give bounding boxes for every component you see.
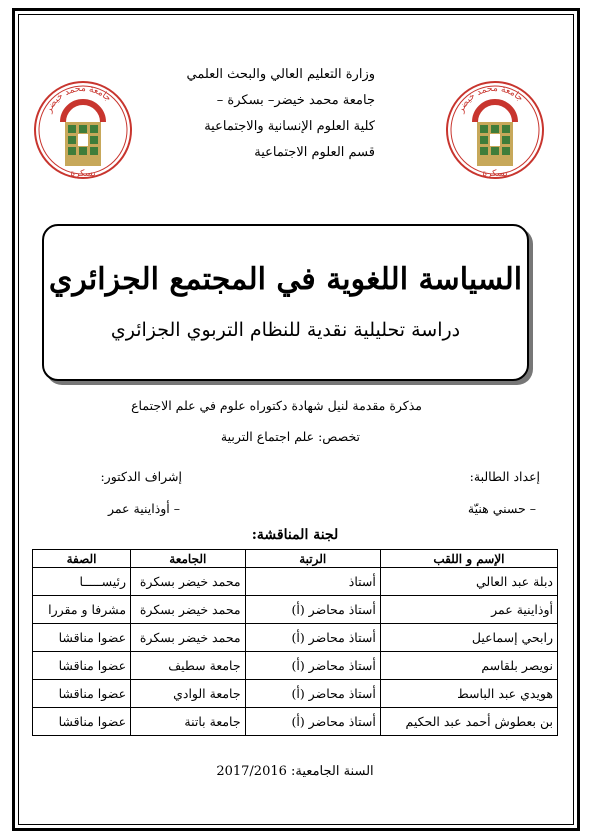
member-university: جامعة باتنة xyxy=(131,708,246,736)
supervisor-label: إشراف الدكتور: xyxy=(100,469,182,484)
seal-city-text: بسكرة xyxy=(482,169,508,179)
seal-arc-text: جامعة محمد خيضر xyxy=(456,83,525,115)
member-university: محمد خيضر بسكرة xyxy=(131,624,246,652)
seal-arc-text: جامعة محمد خيضر xyxy=(44,83,113,115)
header-name: الإسم و اللقب xyxy=(380,550,557,568)
member-name: هويدي عبد الباسط xyxy=(380,680,557,708)
table-header-row xyxy=(33,550,558,568)
table-row xyxy=(33,568,558,596)
table-row xyxy=(33,680,558,708)
header-university: الجامعة xyxy=(131,550,246,568)
member-rank: أستاذ محاضر (أ) xyxy=(245,596,380,624)
table-row xyxy=(33,708,558,736)
prepared-by-label: إعداد الطالبة: xyxy=(469,469,540,484)
member-name: نويصر بلقاسم xyxy=(380,652,557,680)
member-university: محمد خيضر بسكرة xyxy=(131,568,246,596)
header-rank: الرتبة xyxy=(245,550,380,568)
member-name: دبلة عبد العالي xyxy=(380,568,557,596)
thesis-title: السياسة اللغوية في المجتمع الجزائري xyxy=(48,262,523,297)
member-role: مشرفا و مقررا xyxy=(33,596,131,624)
supervisor-name: – أوذاينية عمر xyxy=(107,501,180,516)
member-name: بن بعطوش أحمد عبد الحكيم xyxy=(380,708,557,736)
member-university: جامعة سطيف xyxy=(131,652,246,680)
member-rank: أستاذ محاضر (أ) xyxy=(245,708,380,736)
member-university: محمد خيضر بسكرة xyxy=(131,596,246,624)
table-row xyxy=(33,624,558,652)
member-role: عضوا مناقشا xyxy=(33,652,131,680)
title-box xyxy=(42,224,529,381)
member-rank: أستاذ محاضر (أ) xyxy=(245,680,380,708)
committee-title: لجنة المناقشة: xyxy=(251,527,339,543)
member-rank: أستاذ xyxy=(245,568,380,596)
member-name: أوذاينية عمر xyxy=(380,596,557,624)
member-role: عضوا مناقشا xyxy=(33,624,131,652)
institution-header xyxy=(187,62,375,166)
member-rank: أستاذ محاضر (أ) xyxy=(245,652,380,680)
committee-table xyxy=(32,549,558,736)
specialty-line: تخصص: علم اجتماع التربية xyxy=(220,429,360,444)
member-role: عضوا مناقشا xyxy=(33,708,131,736)
table-row xyxy=(33,652,558,680)
member-university: جامعة الوادي xyxy=(131,680,246,708)
university-line: جامعة محمد خيضر– بسكرة – xyxy=(216,93,375,108)
member-name: رابحي إسماعيل xyxy=(380,624,557,652)
student-name: – حسني هنيّة xyxy=(467,501,536,516)
department-line: قسم العلوم الاجتماعية xyxy=(254,145,375,160)
degree-line: مذكرة مقدمة لنيل شهادة دكتوراه علوم في علم الاجتماع xyxy=(131,398,422,413)
table-row xyxy=(33,596,558,624)
university-logo-right xyxy=(442,70,548,190)
header-role: الصفة xyxy=(33,550,131,568)
academic-year: السنة الجامعية: 2017/2016 xyxy=(216,764,374,779)
university-logo-left xyxy=(30,70,136,190)
ministry-line: وزارة التعليم العالي والبحث العلمي xyxy=(186,67,375,82)
thesis-subtitle: دراسة تحليلية نقدية للنظام التربوي الجزائري xyxy=(110,319,461,341)
member-role: رئيســـــا xyxy=(33,568,131,596)
member-rank: أستاذ محاضر (أ) xyxy=(245,624,380,652)
seal-city-text: بسكرة xyxy=(70,169,96,179)
faculty-line: كلية العلوم الإنسانية والاجتماعية xyxy=(204,119,375,134)
member-role: عضوا مناقشا xyxy=(33,680,131,708)
